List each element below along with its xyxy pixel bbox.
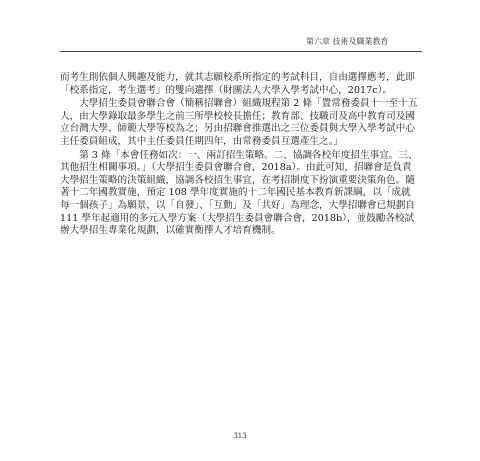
page-number: 313 — [233, 432, 247, 440]
paragraph-2: 大學招生委員會聯合會（簡稱招聯會）組織規程第 2 條「置常務委員十一至十五人，由大學錄取最多學生之前三所學校校長擔任；教育部、技職司及高中教育司及國立台灣大學、師範大學等校為之；另由招聯會推選出之三位委員與大學入學考試中心主任委員組成，其中主任委員任期四年，由常務委員互選產生之。」 — [60, 98, 418, 147]
paragraph-3: 第 3 條「本會任務如次：一、兩訂招生策略。二、協調各校年度招生事宜。三、其他招生相關事項。」（大學招生委員會聯合會，2018a）。由此可知，招聯會是負責大學招生策略的決策組織，協調各校招生事宜，在考招制度下扮演重要決策角色。隨著十二年國教實施，預定 108 學年度實施的十二年國民基本教育新課綱，以「成就每一個孩子」為願景，以「自發」、「互動」及「共好」為理念，大學招聯會已規劃自 111 學年起適用的多元入學方案（大學招生委員會聯合會，2018b），並鼓勵各校試辦大學招生專業化規劃，以確實衡擇人才培育機制。 — [60, 149, 418, 237]
paragraph-1: 而考生則依個人興趣及能力，就其志願校系所指定的考試科目，自由選擇應考，此即「校系指定，考生選考」的雙向選擇（財團法人大學入學考試中心，2017c）。 — [60, 72, 415, 96]
running-header: 第六章 技術及職業教育 — [306, 37, 389, 46]
page-body — [60, 72, 418, 238]
header-rule — [60, 51, 422, 52]
